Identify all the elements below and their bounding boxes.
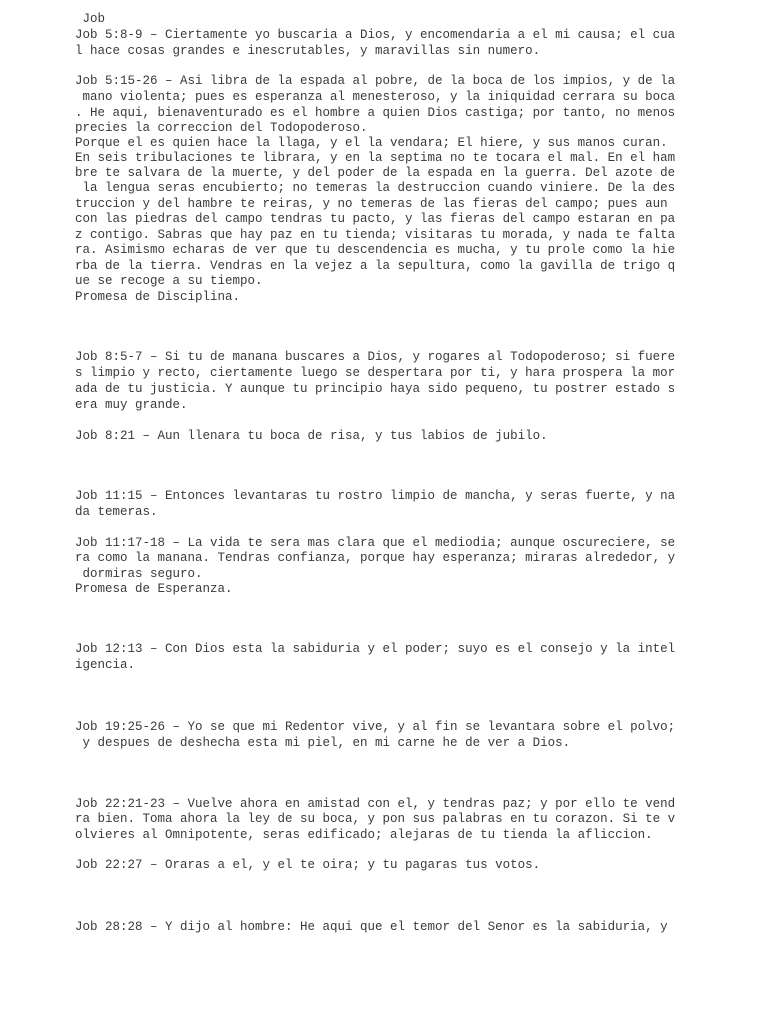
doc-line: Job 5:8-9 – Ciertamente yo buscaria a Dios, y encomendaria a el mi causa; el cua bbox=[75, 28, 676, 42]
doc-line: Job 22:27 – Oraras a el, y el te oira; y tu pagaras tus votos. bbox=[75, 858, 541, 872]
doc-line: Job 8:21 – Aun llenara tu boca de risa, y tus labios de jubilo. bbox=[75, 429, 548, 443]
doc-line: Promesa de Disciplina. bbox=[75, 290, 241, 304]
doc-line: igencia. bbox=[75, 658, 136, 672]
doc-line: s limpio y recto, ciertamente luego se despertara por ti, y hara prospera la mor bbox=[75, 366, 676, 380]
doc-line: ra como la manana. Tendras confianza, porque hay esperanza; miraras alrededor, y bbox=[75, 551, 676, 565]
doc-line: precies la correccion del Todopoderoso. bbox=[75, 121, 368, 135]
doc-line: Job 19:25-26 – Yo se que mi Redentor vive, y al fin se levantara sobre el polvo; bbox=[75, 720, 676, 734]
doc-line: y despues de deshecha esta mi piel, en mi carne he de ver a Dios. bbox=[75, 736, 571, 750]
doc-line: mano violenta; pues es esperanza al menesteroso, y la iniquidad cerrara su boca bbox=[75, 90, 676, 104]
doc-line: con las piedras del campo tendras tu pacto, y las fieras del campo estaran en pa bbox=[75, 212, 676, 226]
doc-line: Porque el es quien hace la llaga, y el la vendara; El hiere, y sus manos curan. bbox=[75, 136, 668, 150]
doc-line: la lengua seras encubierto; no temeras la destruccion cuando viniere. De la des bbox=[75, 181, 676, 195]
doc-line: era muy grande. bbox=[75, 398, 188, 412]
doc-line: ra bien. Toma ahora la ley de su boca, y pon sus palabras en tu corazon. Si te v bbox=[75, 812, 676, 826]
doc-line: z contigo. Sabras que hay paz en tu tienda; visitaras tu morada, y nada te falta bbox=[75, 228, 676, 242]
doc-line: Promesa de Esperanza. bbox=[75, 582, 233, 596]
doc-line: Job 28:28 – Y dijo al hombre: He aqui que el temor del Senor es la sabiduria, y bbox=[75, 920, 668, 934]
doc-line: Job bbox=[75, 12, 106, 26]
doc-line: Job 22:21-23 – Vuelve ahora en amistad con el, y tendras paz; y por ello te vend bbox=[75, 797, 676, 811]
doc-line: l hace cosas grandes e inescrutables, y maravillas sin numero. bbox=[75, 44, 541, 58]
doc-line: Job 11:15 – Entonces levantaras tu rostro limpio de mancha, y seras fuerte, y na bbox=[75, 489, 676, 503]
doc-line: ue se recoge a su tiempo. bbox=[75, 274, 263, 288]
doc-line: truccion y del hambre te reiras, y no temeras de las fieras del campo; pues aun bbox=[75, 197, 668, 211]
doc-line: bre te salvara de la muerte, y del poder de la espada en la guerra. Del azote de bbox=[75, 166, 676, 180]
doc-line: dormiras seguro. bbox=[75, 567, 203, 581]
doc-line: . He aqui, bienaventurado es el hombre a quien Dios castiga; por tanto, no menos bbox=[75, 106, 676, 120]
doc-line: Job 5:15-26 – Asi libra de la espada al pobre, de la boca de los impios, y de la bbox=[75, 74, 676, 88]
doc-line: ra. Asimismo echaras de ver que tu descendencia es mucha, y tu prole como la hie bbox=[75, 243, 676, 257]
doc-line: Job 12:13 – Con Dios esta la sabiduria y el poder; suyo es el consejo y la intel bbox=[75, 642, 676, 656]
doc-line: Job 8:5-7 – Si tu de manana buscares a Dios, y rogares al Todopoderoso; si fuere bbox=[75, 350, 676, 364]
doc-line: ada de tu justicia. Y aunque tu principio haya sido pequeno, tu postrer estado s bbox=[75, 382, 676, 396]
doc-line: rba de la tierra. Vendras en la vejez a la sepultura, como la gavilla de trigo q bbox=[75, 259, 676, 273]
doc-line: En seis tribulaciones te librara, y en la septima no te tocara el mal. En el ham bbox=[75, 151, 676, 165]
doc-line: olvieres al Omnipotente, seras edificado; alejaras de tu tienda la afliccion. bbox=[75, 828, 653, 842]
doc-line: Job 11:17-18 – La vida te sera mas clara que el mediodia; aunque oscureciere, se bbox=[75, 536, 676, 550]
doc-line: da temeras. bbox=[75, 505, 158, 519]
